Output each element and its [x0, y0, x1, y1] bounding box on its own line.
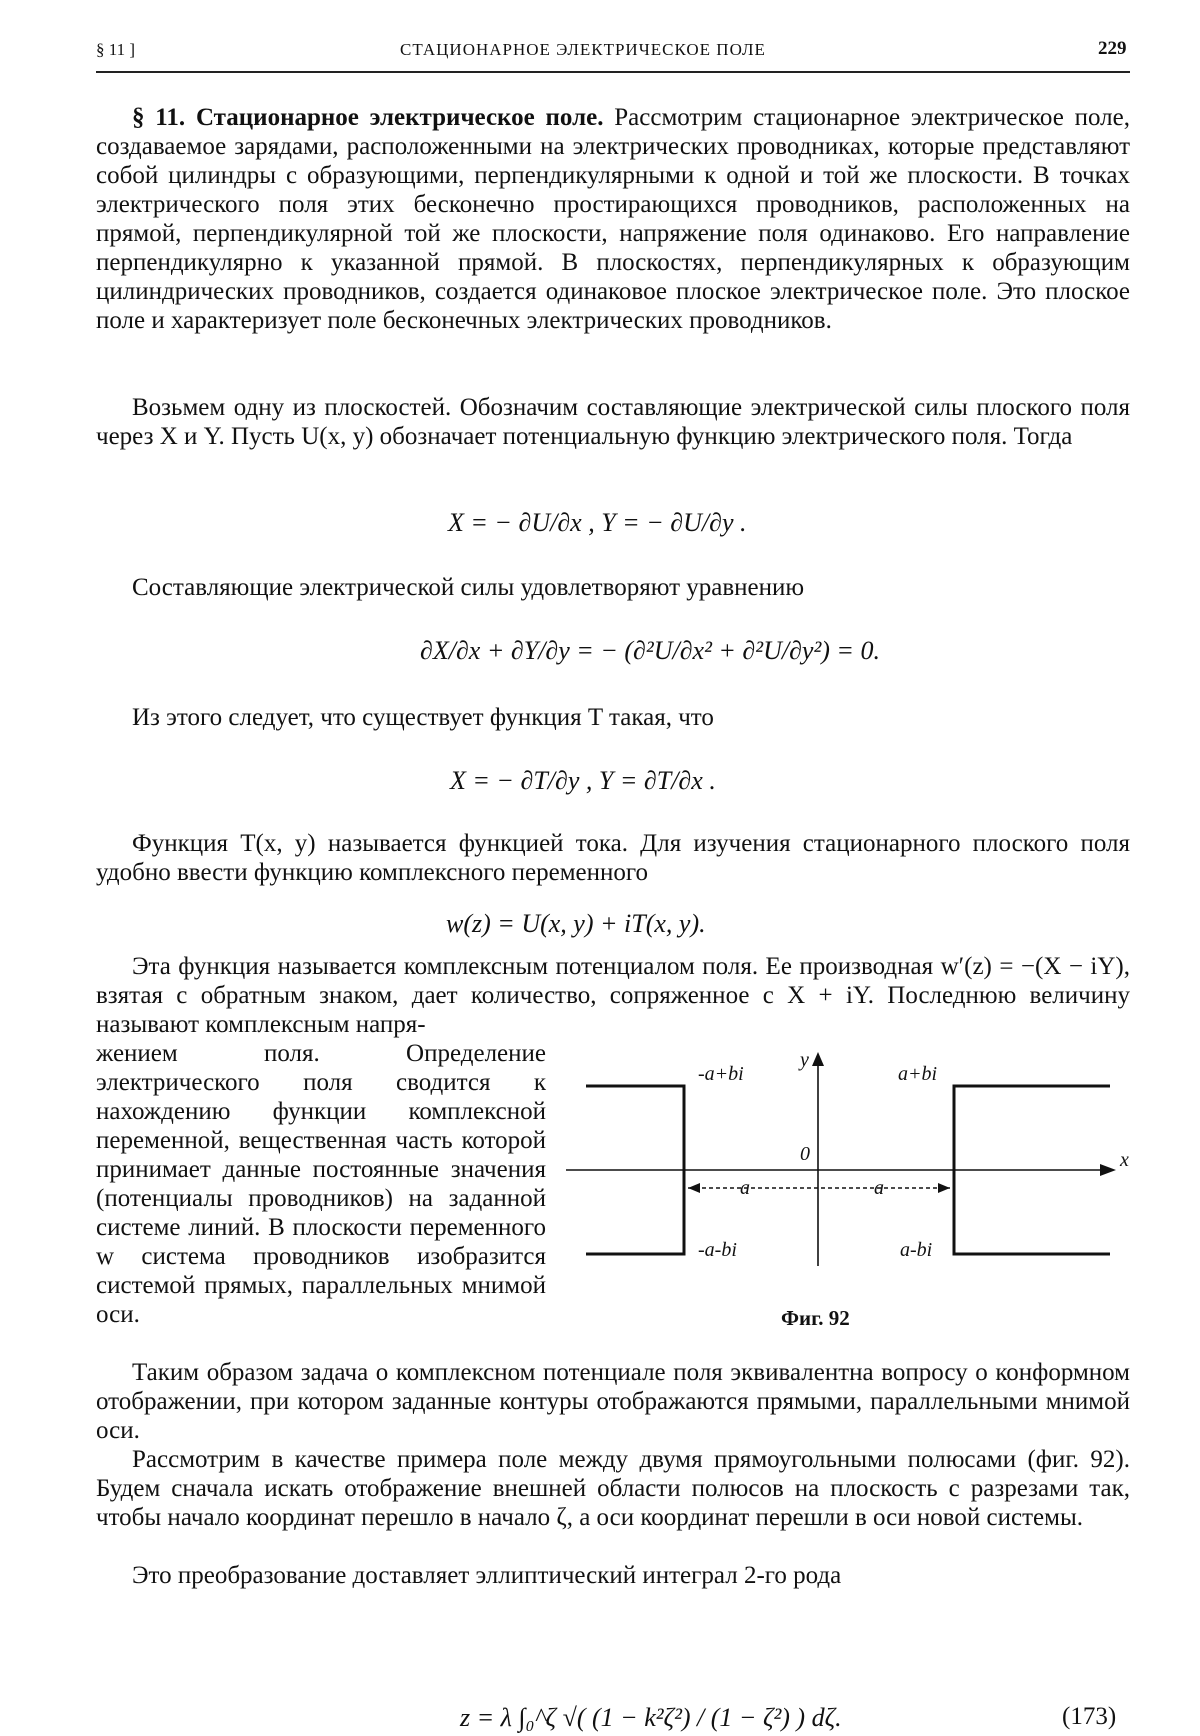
paragraph-9-block [96, 1561, 1130, 1590]
section-intro [96, 103, 1130, 335]
dim-arrow-left [688, 1183, 700, 1193]
paragraph-2-block [96, 393, 1130, 451]
paragraph-9: Это преобразование доставляет эллиптический интеграл 2-го рода [132, 1562, 842, 1589]
paragraph-8: Рассмотрим в качестве примера поле между двумя прямоугольными полюсами (фиг. 92). Будем сначала искать отображение внешней области полюсов на плоскость с разрезами так, чтобы начало координат перешло в начало ζ, а оси координат перешли в оси новой системы. [96, 1446, 1130, 1531]
equation-2: ∂X/∂x + ∂Y/∂y = − (∂²U/∂x² + ∂²U/∂y²) = 0. [420, 636, 880, 665]
label-top-left: -a+bi [698, 1063, 744, 1085]
equation-4: w(z) = U(x, y) + iT(x, y). [446, 909, 706, 938]
paragraph-3: Составляющие электрической силы удовлетворяют уравнению [132, 574, 805, 601]
paragraph-6-block [96, 952, 1130, 1039]
paragraph-4: Из этого следует, что существует функция T такая, что [132, 704, 714, 731]
paragraph-8-block [96, 1445, 1130, 1532]
paragraph-1: Рассмотрим стационарное электрическое поле, создаваемое зарядами, расположенными на электрических проводниках, которые представляют собой цилиндры с образующими, перпендикулярными к одной и той же плоскости. В точках электрического поля этих бесконечно простирающихся проводников, расположенных на прямой, перпендикулярной той же плоскости, напряжение поля одинаково. Его направление перпендикулярно к указанной прямой. В плоскостях, перпендикулярных к образующим цилиндрических проводников, создается одинаковое плоское электрическое поле. Это плоское поле и характеризует поле бесконечных электрических проводников. [96, 104, 1130, 334]
paragraph-2: Возьмем одну из плоскостей. Обозначим составляющие электрической силы плоского поля через X и Y. Пусть U(x, y) обозначает потенциальную функцию электрического поля. Тогда [96, 394, 1130, 450]
dim-arrow-right [938, 1183, 950, 1193]
paragraph-6: Эта функция называется комплексным потенциалом поля. Ее производная w′(z) = −(X − iY), взятая с обратным знаком, дает количество, сопряженное с X + iY. Последнюю величину называют комплексным напря- [96, 953, 1130, 1038]
equation-5: z = λ ∫₀^ζ √( (1 − k²ζ²) / (1 − ζ²) ) dζ. [460, 1703, 842, 1732]
equation-5-number: (173) [1062, 1703, 1117, 1730]
running-title: СТАЦИОНАРНОЕ ЭЛЕКТРИЧЕСКОЕ ПОЛЕ [400, 40, 766, 59]
section-heading: § 11. Стационарное электрическое поле. [132, 104, 604, 131]
figure-caption: Фиг. 92 [781, 1306, 850, 1330]
equation-3: X = − ∂T/∂y , Y = ∂T/∂x . [450, 766, 716, 795]
label-bottom-right: a-bi [900, 1239, 933, 1261]
label-top-right: a+bi [898, 1063, 938, 1085]
paragraph-7-block [96, 1358, 1130, 1445]
equation-1: X = − ∂U/∂x , Y = − ∂U/∂y . [448, 508, 747, 537]
paragraph-7: Таким образом задача о комплексном потенциале поля эквивалентна вопросу о конформном отображении, при котором заданные контуры отображаются прямыми, параллельными мнимой оси. [96, 1359, 1130, 1444]
page-number: 229 [1098, 38, 1127, 59]
paragraph-6-continuation: жением поля. Определение электрического поля сводится к нахождению функции комплексной переменной, вещественная часть которой принимает данные постоянные значения (потенциалы проводников) на заданной системе линий. В плоскости переменного w система проводников изобразится системой прямых, параллельных мнимой оси. [96, 1040, 546, 1328]
paragraph-5-block [96, 829, 1130, 887]
paragraph-4-block [96, 703, 1130, 732]
figure-92 [556, 1050, 1136, 1350]
section-marker: § 11 ] [96, 40, 136, 59]
label-y-axis: y [800, 1050, 809, 1071]
label-x-axis: x [1120, 1149, 1129, 1171]
paragraph-3-block [96, 573, 1130, 602]
header-rule [96, 71, 1130, 73]
label-origin: 0 [800, 1143, 810, 1165]
label-bottom-left: -a-bi [698, 1239, 737, 1261]
x-axis-arrow [1100, 1164, 1116, 1176]
paragraph-5: Функция T(x, y) называется функцией тока. Для изучения стационарного плоского поля удобно ввести функцию комплексного переменного [96, 830, 1130, 886]
label-dist-right: a [874, 1177, 884, 1199]
label-dist-left: a [740, 1177, 750, 1199]
y-axis-arrow [812, 1052, 824, 1066]
